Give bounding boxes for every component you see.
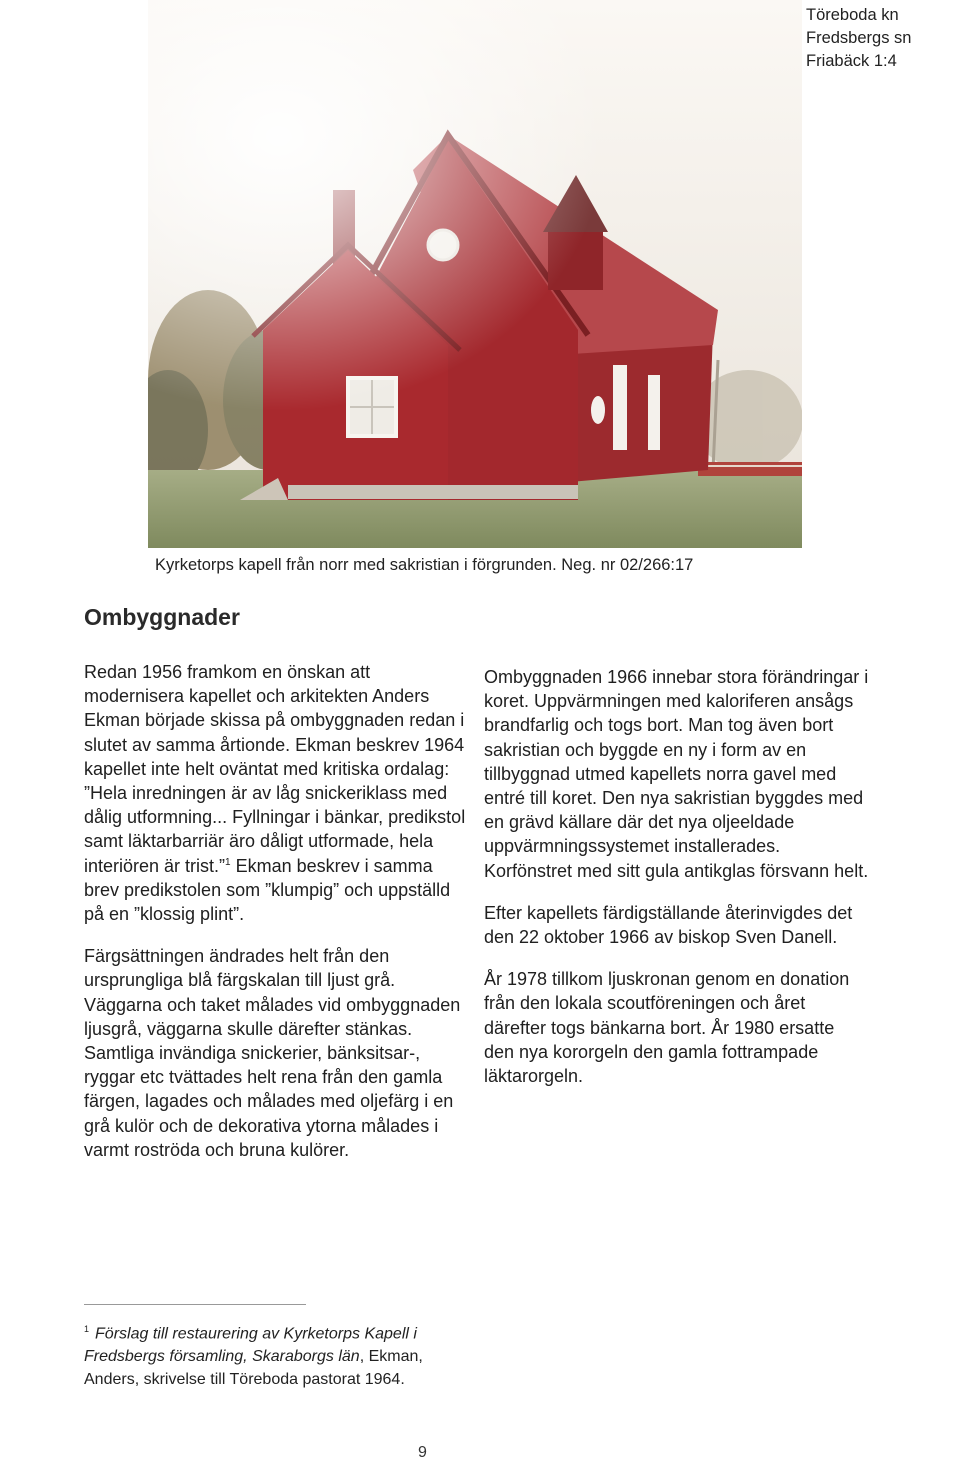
paragraph-text-continued: Ekman beskrev i samma brev predikstolen som ”klumpig” och uppställd på en ”klossig plint”. <box>84 855 451 925</box>
page-number: 9 <box>418 1444 427 1461</box>
section-heading: Ombyggnader <box>84 604 240 630</box>
photo-caption: Kyrketorps kapell från norr med sakristian i förgrunden. Neg. nr 02/266:17 <box>155 556 694 574</box>
chapel-illustration <box>148 0 802 548</box>
right-column <box>484 665 869 1106</box>
footnote-reference: 1 <box>225 856 231 868</box>
footnote-divider <box>84 1304 306 1305</box>
paragraph-color-scheme: Färgsättningen ändrades helt från den ursprungliga blå färgskalan till ljust grå. Väggarna och taket målades vid ombyggnaden ljusgrå, väggarna skulle därefter stänkas. Samtliga invändiga snickerier, bänksitsar-, ryggar etc tvättades helt rena från den gamla färgen, lagades och målades med oljefärg i en grå kulör och de dekorativa ytorna målades i varmt roströda och bruna kulörer. <box>84 946 461 1160</box>
property-label: Friabäck 1:4 <box>806 52 897 70</box>
left-column <box>84 660 469 1180</box>
municipality-label: Töreboda kn <box>806 6 899 24</box>
paragraph-renovation-1966: Ombyggnaden 1966 innebar stora förändringar i koret. Uppvärmningen med kaloriferen ansågs brandfarlig och togs bort. Man tog även bort sakristian och byggde en ny i form av en tillbyggnad utmed kapellets norra gavel med entré till koret. Den nya sakristian byggdes med en grävd källare där det nya oljeeldade uppvärmningssystemet installerades. Korfönstret med sitt gula antikglas försvann helt. <box>484 667 869 881</box>
paragraph-redesign-wish <box>84 660 469 926</box>
footnote-title: Förslag till restaurering av Kyrketorps Kapell i Fredsbergs församling, Skaraborgs län <box>84 1325 417 1366</box>
paragraph-text: Redan 1956 framkom en önskan att modernisera kapellet och arkitekten Anders Ekman började skissa på ombyggnaden redan i slutet av samma årtionde. Ekman beskrev 1964 kapellet inte helt oväntat med kritiska ordalag: ”Hela inredningen är av låg snickeriklass med dålig utformning... Fyllningar i bänkar, predikstol samt läktarbarriär äro dåligt utformade, hela interiören är trist.” <box>84 662 466 876</box>
chapel-photo <box>148 0 802 548</box>
paragraph-chandelier-organ: År 1978 tillkom ljuskronan genom en donation från den lokala scoutföreningen och året därefter togs bänkarna bort. År 1980 ersatte den nya kororgeln den gamla fottrampade läktarorgeln. <box>484 969 850 1087</box>
parish-label: Fredsbergs sn <box>806 29 912 47</box>
footnote <box>84 1318 459 1391</box>
footnote-number: 1 <box>84 1324 90 1334</box>
location-header <box>806 4 956 73</box>
footnote-source: , Ekman, Anders, skrivelse till Töreboda pastorat 1964. <box>84 1348 423 1389</box>
paragraph-reinauguration: Efter kapellets färdigställande återinvigdes det den 22 oktober 1966 av biskop Sven Danell. <box>484 902 853 948</box>
